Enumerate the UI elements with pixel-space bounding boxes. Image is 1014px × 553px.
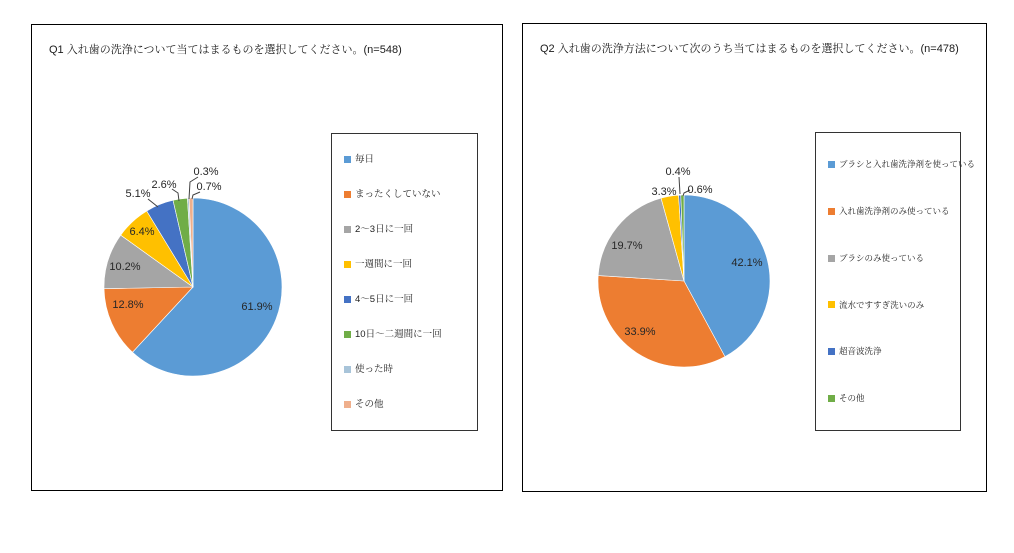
data-label: 0.6% xyxy=(687,184,713,196)
data-label: 10.2% xyxy=(109,261,141,273)
chart-panel-q1 xyxy=(31,24,503,491)
data-label: 61.9% xyxy=(241,301,273,313)
legend-swatch-icon xyxy=(828,255,835,262)
legend-item xyxy=(344,400,475,410)
legend-q2 xyxy=(815,132,976,431)
legend-label: ブラシと入れ歯洗浄剤を使っている xyxy=(839,159,976,170)
legend-label: 4～5日に一回 xyxy=(355,293,414,305)
legend-item xyxy=(344,295,475,305)
legend-item xyxy=(828,159,976,170)
chart-panel-q2 xyxy=(522,23,987,492)
chart-title-q1: Q1 入れ歯の洗浄について当てはまるものを選択してください。(n=548) xyxy=(49,44,402,56)
legend-item xyxy=(344,225,475,235)
legend-swatch-icon xyxy=(344,401,351,408)
legend-swatch-icon xyxy=(344,226,351,233)
legend-swatch-icon xyxy=(344,366,351,373)
legend-label: 入れ歯洗浄剤のみ使っている xyxy=(839,205,950,216)
legend-swatch-icon xyxy=(344,331,351,338)
chart-title-q2: Q2 入れ歯の洗浄方法について次のうち当てはまるものを選択してください。(n=478) xyxy=(540,43,959,55)
leader-line xyxy=(148,199,158,207)
legend-label: ブラシのみ使っている xyxy=(839,252,925,263)
legend-label: まったくしていない xyxy=(355,188,441,200)
legend-label: 使った時 xyxy=(355,363,394,375)
data-label: 12.8% xyxy=(112,299,144,311)
data-label: 42.1% xyxy=(731,257,763,269)
legend-swatch-icon xyxy=(828,348,835,355)
legend-swatch-icon xyxy=(344,156,351,163)
legend-item xyxy=(828,347,958,356)
legend-item xyxy=(828,301,958,310)
legend-item xyxy=(344,190,475,200)
legend-swatch-icon xyxy=(828,208,835,215)
legend-q1 xyxy=(331,133,478,431)
leader-line xyxy=(679,177,680,194)
legend-swatch-icon xyxy=(828,301,835,308)
legend-label: 超音波洗浄 xyxy=(839,346,882,357)
legend-label: 一週間に一回 xyxy=(355,258,413,270)
data-label: 6.4% xyxy=(129,226,155,238)
data-label: 19.7% xyxy=(611,240,643,252)
legend-swatch-icon xyxy=(344,261,351,268)
legend-swatch-icon xyxy=(828,395,835,402)
data-label: 0.4% xyxy=(665,166,691,178)
legend-label: その他 xyxy=(355,398,384,410)
legend-item xyxy=(828,207,958,216)
data-label: 2.6% xyxy=(151,179,177,191)
legend-label: 2～3日に一回 xyxy=(355,223,414,235)
legend-label: 流水ですすぎ洗いのみ xyxy=(839,299,925,310)
data-label: 33.9% xyxy=(624,326,656,338)
data-label: 0.7% xyxy=(196,181,222,193)
data-label: 0.3% xyxy=(193,166,219,178)
legend-item xyxy=(344,365,475,375)
legend-label: その他 xyxy=(839,393,865,404)
legend-label: 10日～二週間に一回 xyxy=(355,328,442,340)
legend-swatch-icon xyxy=(828,161,835,168)
legend-swatch-icon xyxy=(344,296,351,303)
legend-label: 毎日 xyxy=(355,153,375,165)
legend-item xyxy=(828,394,958,403)
legend-item xyxy=(344,330,475,340)
legend-item xyxy=(344,155,475,165)
data-label: 3.3% xyxy=(651,186,677,198)
legend-swatch-icon xyxy=(344,191,351,198)
legend-item xyxy=(344,260,475,270)
data-label: 5.1% xyxy=(125,188,151,200)
legend-item xyxy=(828,254,958,263)
